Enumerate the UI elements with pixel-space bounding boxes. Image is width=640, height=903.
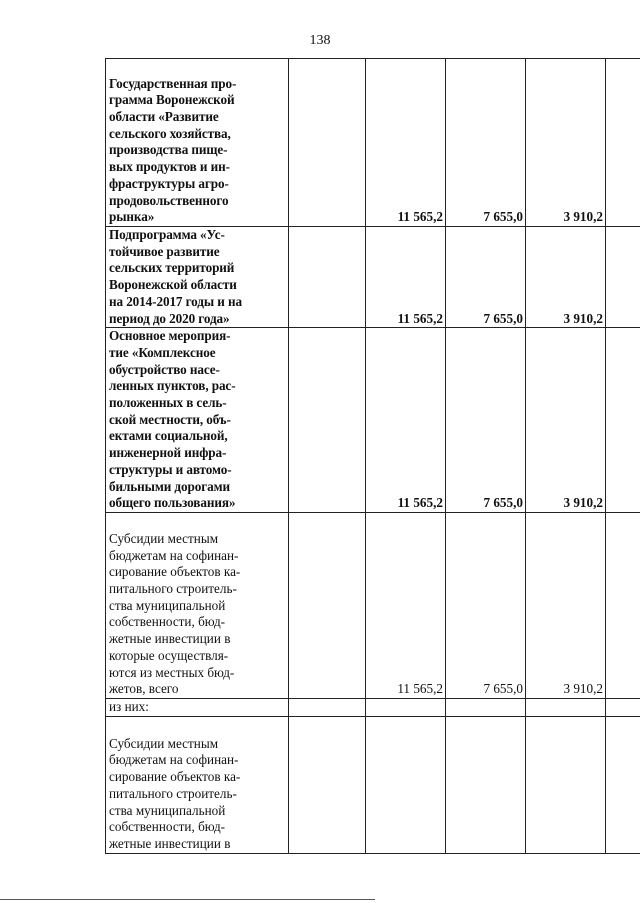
row-name-line: Субсидии местным bbox=[109, 735, 219, 751]
row-name-line: из них: bbox=[109, 698, 149, 714]
page-number: 138 bbox=[309, 33, 331, 48]
row-name-line: питального строитель- bbox=[109, 581, 237, 597]
row-name-line: ленных пунктов, рас- bbox=[109, 378, 236, 394]
value-cell-v2 bbox=[446, 716, 526, 853]
row-name-line: инженерной инфра- bbox=[109, 445, 227, 461]
value-cell-v3 bbox=[526, 716, 606, 853]
row-name-line: Воронежской области bbox=[109, 277, 237, 293]
row-name-line: на 2014-2017 годы и на bbox=[109, 293, 242, 309]
row-name-cell bbox=[106, 512, 289, 698]
row-name-line: сирование объектов ка- bbox=[109, 769, 241, 785]
row-name-line: бильными дорогами bbox=[109, 478, 230, 494]
row-name-line: жетные инвестиции в bbox=[109, 631, 231, 647]
row-name-line: ектами социальной, bbox=[109, 428, 228, 444]
value-cell-v3: 3 910,2 bbox=[526, 59, 606, 227]
value-cell-v3: 3 910,2 bbox=[526, 328, 606, 513]
row-name-line: Подпрограмма «Ус- bbox=[109, 227, 225, 242]
row-name-cell bbox=[106, 227, 289, 328]
value-cell-v1: 11 565,2 bbox=[366, 59, 446, 227]
row-name-line: рынка» bbox=[109, 209, 155, 225]
row-name-cell bbox=[106, 716, 289, 853]
row-name-line: общего пользования» bbox=[109, 495, 236, 511]
empty-cell bbox=[289, 227, 366, 328]
empty-cell bbox=[606, 716, 640, 853]
row-name-line: положенных в сель- bbox=[109, 395, 227, 411]
row-name-line: обустройство насе- bbox=[109, 361, 220, 377]
value-cell-v2: 7 655,0 bbox=[446, 512, 526, 698]
value-cell-v2: 7 655,0 bbox=[446, 227, 526, 328]
row-name-line: продовольственного bbox=[109, 192, 229, 208]
empty-cell bbox=[606, 59, 640, 227]
row-name-line: производства пище- bbox=[109, 142, 228, 158]
value-cell-v1: 11 565,2 bbox=[366, 227, 446, 328]
table-row bbox=[106, 328, 640, 513]
row-name-line: Основное мероприя- bbox=[109, 328, 231, 344]
row-name-line: сельского хозяйства, bbox=[109, 125, 231, 141]
value-cell-v1: 11 565,2 bbox=[366, 328, 446, 513]
row-name-line: период до 2020 года» bbox=[109, 310, 230, 326]
row-name-line: питального строитель- bbox=[109, 785, 237, 801]
row-name-line: которые осуществля- bbox=[109, 647, 229, 663]
row-name-line: грамма Воронежской bbox=[109, 92, 235, 108]
row-name-line: структуры и автомо- bbox=[109, 461, 232, 477]
table-row bbox=[106, 512, 640, 698]
row-name-line: Субсидии местным bbox=[109, 530, 219, 546]
empty-cell bbox=[606, 227, 640, 328]
value-cell-v2: 7 655,0 bbox=[446, 59, 526, 227]
row-name-line: жетные инвестиции в bbox=[109, 835, 231, 851]
row-name-cell bbox=[106, 698, 289, 716]
value-cell-v1 bbox=[366, 716, 446, 853]
table-row bbox=[106, 59, 640, 227]
row-name-line: Государственная про- bbox=[109, 75, 237, 91]
row-name-line: сирование объектов ка- bbox=[109, 564, 241, 580]
table-row bbox=[106, 698, 640, 716]
value-cell-v3 bbox=[526, 698, 606, 716]
row-name-cell bbox=[106, 328, 289, 513]
row-name-line: сельских территорий bbox=[109, 260, 235, 276]
empty-cell bbox=[289, 59, 366, 227]
row-name-line: ства муниципальной bbox=[109, 597, 226, 613]
row-name-line: бюджетам на софинан- bbox=[109, 547, 239, 563]
value-cell-v1 bbox=[366, 698, 446, 716]
value-cell-v1: 11 565,2 bbox=[366, 512, 446, 698]
empty-cell bbox=[606, 698, 640, 716]
row-name-line: тойчивое развитие bbox=[109, 243, 220, 259]
table-row bbox=[106, 227, 640, 328]
row-name-line: ской местности, объ- bbox=[109, 411, 231, 427]
footer-rule bbox=[0, 899, 375, 900]
row-name-line: ства муниципальной bbox=[109, 802, 226, 818]
row-name-line: фраструктуры агро- bbox=[109, 175, 229, 191]
row-name-line: ются из местных бюд- bbox=[109, 664, 235, 680]
empty-cell bbox=[289, 512, 366, 698]
value-cell-v3: 3 910,2 bbox=[526, 227, 606, 328]
budget-table bbox=[105, 58, 640, 854]
row-name-line: вых продуктов и ин- bbox=[109, 159, 230, 175]
value-cell-v3: 3 910,2 bbox=[526, 512, 606, 698]
row-name-line: бюджетам на софинан- bbox=[109, 752, 239, 768]
row-name-cell bbox=[106, 59, 289, 227]
empty-cell bbox=[289, 716, 366, 853]
empty-cell bbox=[289, 698, 366, 716]
budget-table-body bbox=[106, 59, 640, 854]
empty-cell bbox=[606, 328, 640, 513]
row-name-line: собственности, бюд- bbox=[109, 614, 226, 630]
value-cell-v2 bbox=[446, 698, 526, 716]
row-name-line: области «Развитие bbox=[109, 109, 219, 125]
row-name-line: собственности, бюд- bbox=[109, 819, 226, 835]
empty-cell bbox=[606, 512, 640, 698]
table-row bbox=[106, 716, 640, 853]
row-name-line: тие «Комплексное bbox=[109, 344, 216, 360]
value-cell-v2: 7 655,0 bbox=[446, 328, 526, 513]
empty-cell bbox=[289, 328, 366, 513]
row-name-line: жетов, всего bbox=[109, 681, 179, 697]
